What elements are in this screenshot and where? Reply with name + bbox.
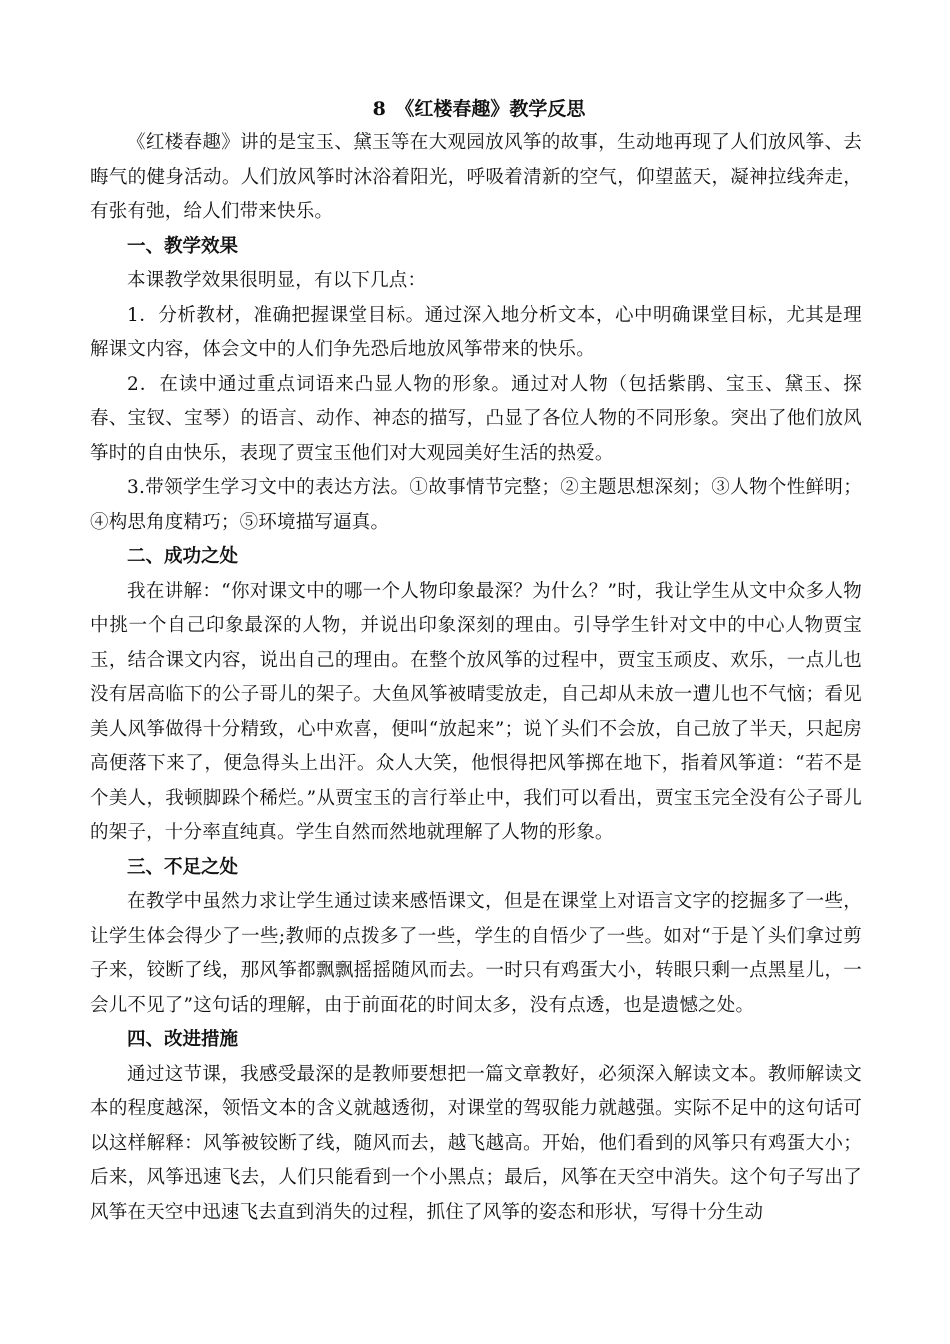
document-page [90,94,862,1230]
section3-paragraph: 在教学中虽然力求让学生通过读来感悟课文，但是在课堂上对语言文字的挖掘多了一些，让学生体会得少了一些;教师的点拨多了一些，学生的自悟少了一些。如对“于是丫头们拿过剪子来，铰断了线，那风筝都飘飘摇摇随风而去。一时只有鸡蛋大小，转眼只剩一点黑星儿，一会儿不见了”这句话的理解，由于前面花的时间太多，没有点透，也是遗憾之处。 [90,891,862,1016]
section1-item-2: 2．在读中通过重点词语来凸显人物的形象。通过对人物（包括紫鹃、宝玉、黛玉、探春、宝钗、宝琴）的语言、动作、神态的描写，凸显了各位人物的不同形象。突出了他们放风筝时的自由快乐，表现了贾宝玉他们对大观园美好生活的热爱。 [90,373,862,464]
document-title: 8 《红楼春趣》教学反思 [372,98,586,120]
intro-paragraph: 《红楼春趣》讲的是宝玉、黛玉等在大观园放风筝的故事，生动地再现了人们放风筝、去晦气的健身活动。人们放风筝时沐浴着阳光，呼吸着清新的空气，仰望蓝天，凝神拉线奔走，有张有弛，给人们带来快乐。 [90,132,862,222]
section1-lead-paragraph: 本课教学效果很明显，有以下几点： [127,270,427,291]
section2-paragraph: 我在讲解：“你对课文中的哪一个人物印象最深？为什么？”时，我让学生从文中众多人物中挑一个自己印象最深的人物，并说出印象深刻的理由。引导学生针对文中的中心人物贾宝玉，结合课文内容，说出自己的理由。在整个放风筝的过程中，贾宝玉顽皮、欢乐，一点儿也没有居高临下的公子哥儿的架子。大鱼风筝被晴雯放走，自己却从未放一遭儿也不气恼；看见美人风筝做得十分精致，心中欢喜，便叫“放起来”；说丫头们不会放，自己放了半天，只起房高便落下来了，便急得头上出汗。众人大笑，他恨得把风筝掷在地下，指着风筝道：“若不是个美人，我顿脚跺个稀烂。”从贾宝玉的言行举止中，我们可以看出，贾宝玉完全没有公子哥儿的架子，十分率直纯真。学生自然而然地就理解了人物的形象。 [90,580,862,843]
section-heading-shortcomings: 三、不足之处 [127,856,239,878]
section4-paragraph: 通过这节课，我感受最深的是教师要想把一篇文章教好，必须深入解读文本。教师解读文本的程度越深，领悟文本的含义就越透彻，对课堂的驾驭能力就越强。实际不足中的这句话可以这样解释：风筝被铰断了线，随风而去，越飞越高。开始，他们看到的风筝只有鸡蛋大小；后来，风筝迅速飞去，人们只能看到一个小黑点；最后，风筝在天空中消失。这个句子写出了风筝在天空中迅速飞去直到消失的过程，抓住了风筝的姿态和形状，写得十分生动 [90,1063,862,1223]
section-heading-improvements: 四、改进措施 [127,1029,239,1050]
section1-item-3: 3.带领学生学习文中的表达方法。①故事情节完整；②主题思想深刻；③人物个性鲜明；④构思角度精巧；⑤环境描写逼真。 [90,477,862,533]
section1-item-1: 1．分析教材，准确把握课堂目标。通过深入地分析文本，心中明确课堂目标，尤其是理解课文内容，体会文中的人们争先恐后地放风筝带来的快乐。 [90,304,862,360]
section-heading-teaching-effect: 一、教学效果 [127,235,239,257]
section-heading-successes: 二、成功之处 [127,546,239,567]
